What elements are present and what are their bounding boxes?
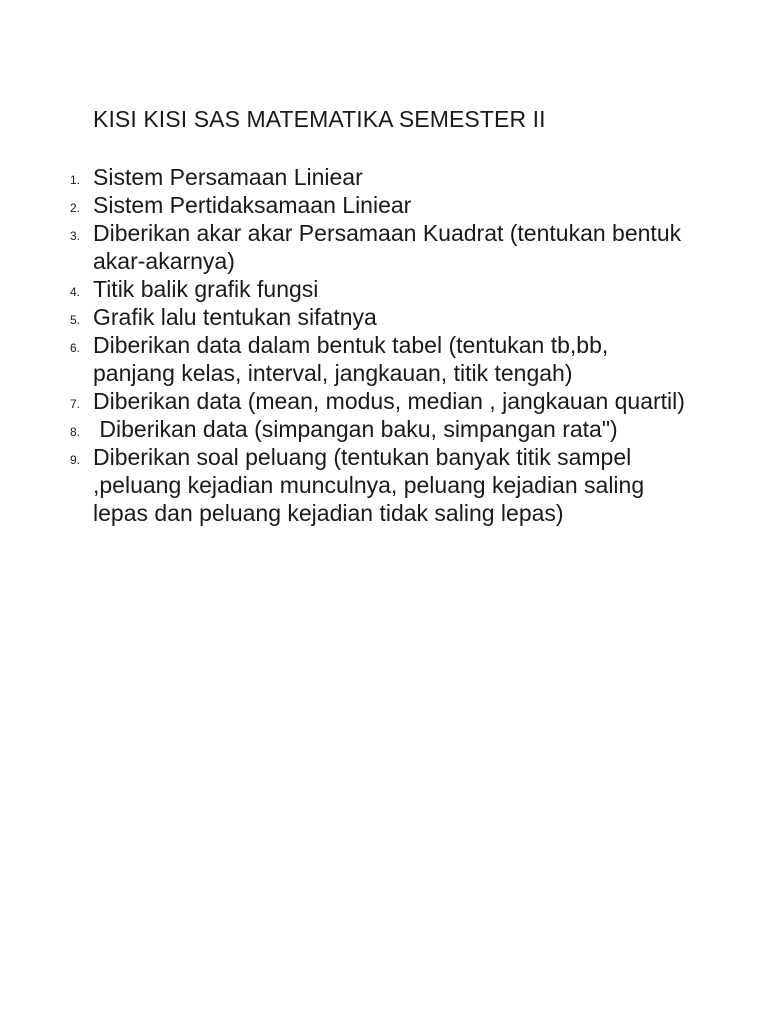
- list-item: [0, 219, 768, 275]
- list-item-number: 3.: [70, 229, 81, 243]
- topic-list: [0, 163, 768, 527]
- list-item: [0, 443, 768, 527]
- list-item-text: Sistem Persamaan Liniear: [93, 164, 363, 190]
- list-item-text: Diberikan data (mean, modus, median , jangkauan quartil): [93, 388, 685, 414]
- list-item-text: Grafik lalu tentukan sifatnya: [93, 304, 377, 330]
- list-item-number: 4.: [70, 285, 81, 299]
- list-item-number: 5.: [70, 313, 81, 327]
- list-item-text: Diberikan data (simpangan baku, simpangan rata"): [93, 416, 618, 442]
- list-item-text: Diberikan soal peluang (tentukan banyak titik sampel ,peluang kejadian munculnya, peluang kejadian saling lepas dan peluang kejadian tidak saling lepas): [93, 444, 651, 526]
- list-item-text: Diberikan data dalam bentuk tabel (tentukan tb,bb, panjang kelas, interval, jangkauan, titik tengah): [93, 332, 615, 386]
- list-item: [0, 303, 768, 331]
- list-item-text: Titik balik grafik fungsi: [93, 276, 319, 302]
- list-item: [0, 163, 768, 191]
- list-item-number: 1.: [70, 173, 81, 187]
- list-item: [0, 415, 768, 443]
- list-item-number: 8.: [70, 425, 81, 439]
- list-item-text: Sistem Pertidaksamaan Liniear: [93, 192, 412, 218]
- list-item: [0, 191, 768, 219]
- list-item-number: 7.: [70, 397, 81, 411]
- list-item: [0, 275, 768, 303]
- list-item: [0, 331, 768, 387]
- list-item: [0, 387, 768, 415]
- document-title: KISI KISI SAS MATEMATIKA SEMESTER II: [93, 106, 546, 132]
- list-item-number: 6.: [70, 341, 81, 355]
- list-item-number: 9.: [70, 453, 81, 467]
- list-item-text: Diberikan akar akar Persamaan Kuadrat (tentukan bentuk akar-akarnya): [93, 220, 688, 274]
- list-item-number: 2.: [70, 201, 81, 215]
